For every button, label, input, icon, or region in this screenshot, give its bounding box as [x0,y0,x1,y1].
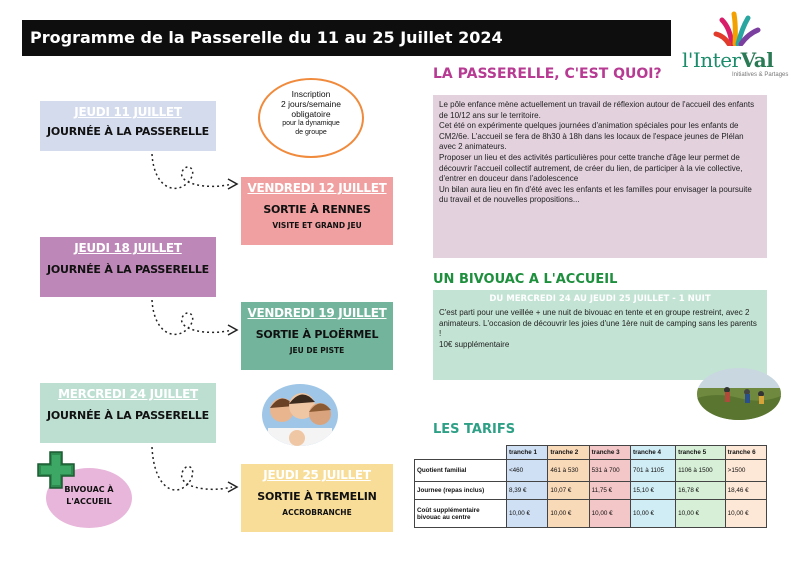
bivouac-photo [697,368,781,420]
table-cell: 701 à 1105 [630,460,675,482]
schedule-day: JEUDI 25 JUILLET [263,468,371,482]
logo-mark-icon [712,10,762,46]
table-cell: 18,46 € [725,482,766,500]
table-row [415,460,767,482]
column-header: tranche 1 [507,446,548,460]
passerelle-description [433,95,767,258]
bivouac-text: C'est parti pour une veillée + une nuit de bivouac en tente et en groupe restreint, avec 2 animateurs. L'occasion de découvrir les joies d'une 1ère nuit de camping sans les parents ! [439,308,757,339]
schedule-item-6 [241,464,393,532]
table-row [415,500,767,528]
schedule-sub: VISITE ET GRAND JEU [272,221,362,230]
table-corner [415,446,507,460]
inscription-line: obligatoire [291,109,331,119]
paragraph: Proposer un lieu et des activités particulières pour cette tranche d'âge leur permet de découvrir l'accueil collectif autrement, de créer du lien, de participer à la vie collective, d'entrer en douceur dans l'adolescence [439,152,743,184]
table-cell: 1106 à 1500 [676,460,726,482]
inscription-line: de groupe [295,129,327,136]
schedule-activity: JOURNÉE À LA PASSERELLE [47,409,209,422]
schedule-activity: JOURNÉE À LA PASSERELLE [47,263,209,276]
row-label: Coût supplémentaire bivouac au centre [415,500,507,528]
table-cell: 10,00 € [725,500,766,528]
bivouac-price: 10€ supplémentaire [439,339,510,349]
table-cell: 10,00 € [507,500,548,528]
schedule-sub: ACCROBRANCHE [282,508,352,517]
table-cell: 10,00 € [676,500,726,528]
inscription-note [258,78,364,158]
kids-photo [262,384,338,446]
schedule-day: VENDREDI 12 JUILLET [247,181,387,195]
schedule-activity: SORTIE À RENNES [263,203,371,216]
column-header: tranche 5 [676,446,726,460]
badge-text: BIVOUAC À L'ACCUEIL [64,485,114,506]
schedule-activity: SORTIE À TREMELIN [257,490,377,503]
schedule-item-1 [40,101,216,151]
schedule-item-4 [241,302,393,370]
schedule-item-2 [241,177,393,245]
column-header: tranche 4 [630,446,675,460]
inscription-line: pour la dynamique [282,120,340,127]
bivouac-subtitle: DU MERCREDI 24 AU JEUDI 25 JUILLET - 1 NUIT [489,294,711,304]
tarifs-table [414,445,767,528]
paragraph: Un bilan aura lieu en fin d'été avec les enfants et les familles pour envisager la poursuite du travail et de nouvelles propositions... [439,184,752,205]
schedule-day: JEUDI 18 JUILLET [74,241,182,255]
schedule-sub: JEU DE PISTE [289,346,345,355]
schedule-day: VENDREDI 19 JUILLET [247,306,387,320]
tarifs-title: LES TARIFS [433,422,516,437]
page-title: Programme de la Passerelle du 11 au 25 Juillet 2024 [30,28,503,47]
schedule-activity: JOURNÉE À LA PASSERELLE [47,125,209,138]
column-header: tranche 3 [589,446,630,460]
table-cell: 10,00 € [548,500,589,528]
schedule-day: MERCREDI 24 JUILLET [58,387,198,401]
dotted-arrow-icon [148,296,244,344]
schedule-activity: SORTIE À PLOËRMEL [255,328,379,341]
table-cell: 10,07 € [548,482,589,500]
inscription-line: Inscription [291,89,331,99]
inscription-line: 2 jours/semaine [280,99,341,109]
row-label: Journee (repas inclus) [415,482,507,500]
logo-tagline: Initiatives & Partages [732,72,789,78]
dotted-arrow-icon [148,150,244,198]
row-label: Quotient familial [415,460,507,482]
table-cell: >1500 [725,460,766,482]
table-cell: 11,75 € [589,482,630,500]
interval-logo [676,10,788,82]
plus-icon [36,450,76,490]
schedule-item-3 [40,237,216,297]
table-cell: 531 à 700 [589,460,630,482]
table-row [415,482,767,500]
logo-name: l'InterVal [682,48,774,72]
table-header-row [415,446,767,460]
bivouac-title: UN BIVOUAC A L'ACCUEIL [433,272,618,287]
table-cell: 8,39 € [507,482,548,500]
table-cell: 15,10 € [630,482,675,500]
passerelle-title: LA PASSERELLE, C'EST QUOI? [433,66,662,82]
table-cell: 16,78 € [676,482,726,500]
column-header: tranche 2 [548,446,589,460]
table-cell: 10,00 € [630,500,675,528]
dotted-arrow-icon [148,443,244,503]
bivouac-description [433,290,767,380]
paragraph: Cet été on expérimente quelques journées d'animation spéciales pour les enfants de CM2/6e. L'accueil se fera de 8h30 à 18h dans les locaux de l'espace jeunes de Plélan avec 2 animateurs. [439,121,744,152]
table-cell: 461 à 530 [548,460,589,482]
schedule-day: JEUDI 11 JUILLET [74,105,182,119]
table-cell: 10,00 € [589,500,630,528]
table-cell: <460 [507,460,548,482]
schedule-item-5 [40,383,216,443]
column-header: tranche 6 [725,446,766,460]
paragraph: Le pôle enfance mène actuellement un travail de réflexion autour de l'accueil des enfants de 10/12 ans sur le territoire. [439,100,755,120]
